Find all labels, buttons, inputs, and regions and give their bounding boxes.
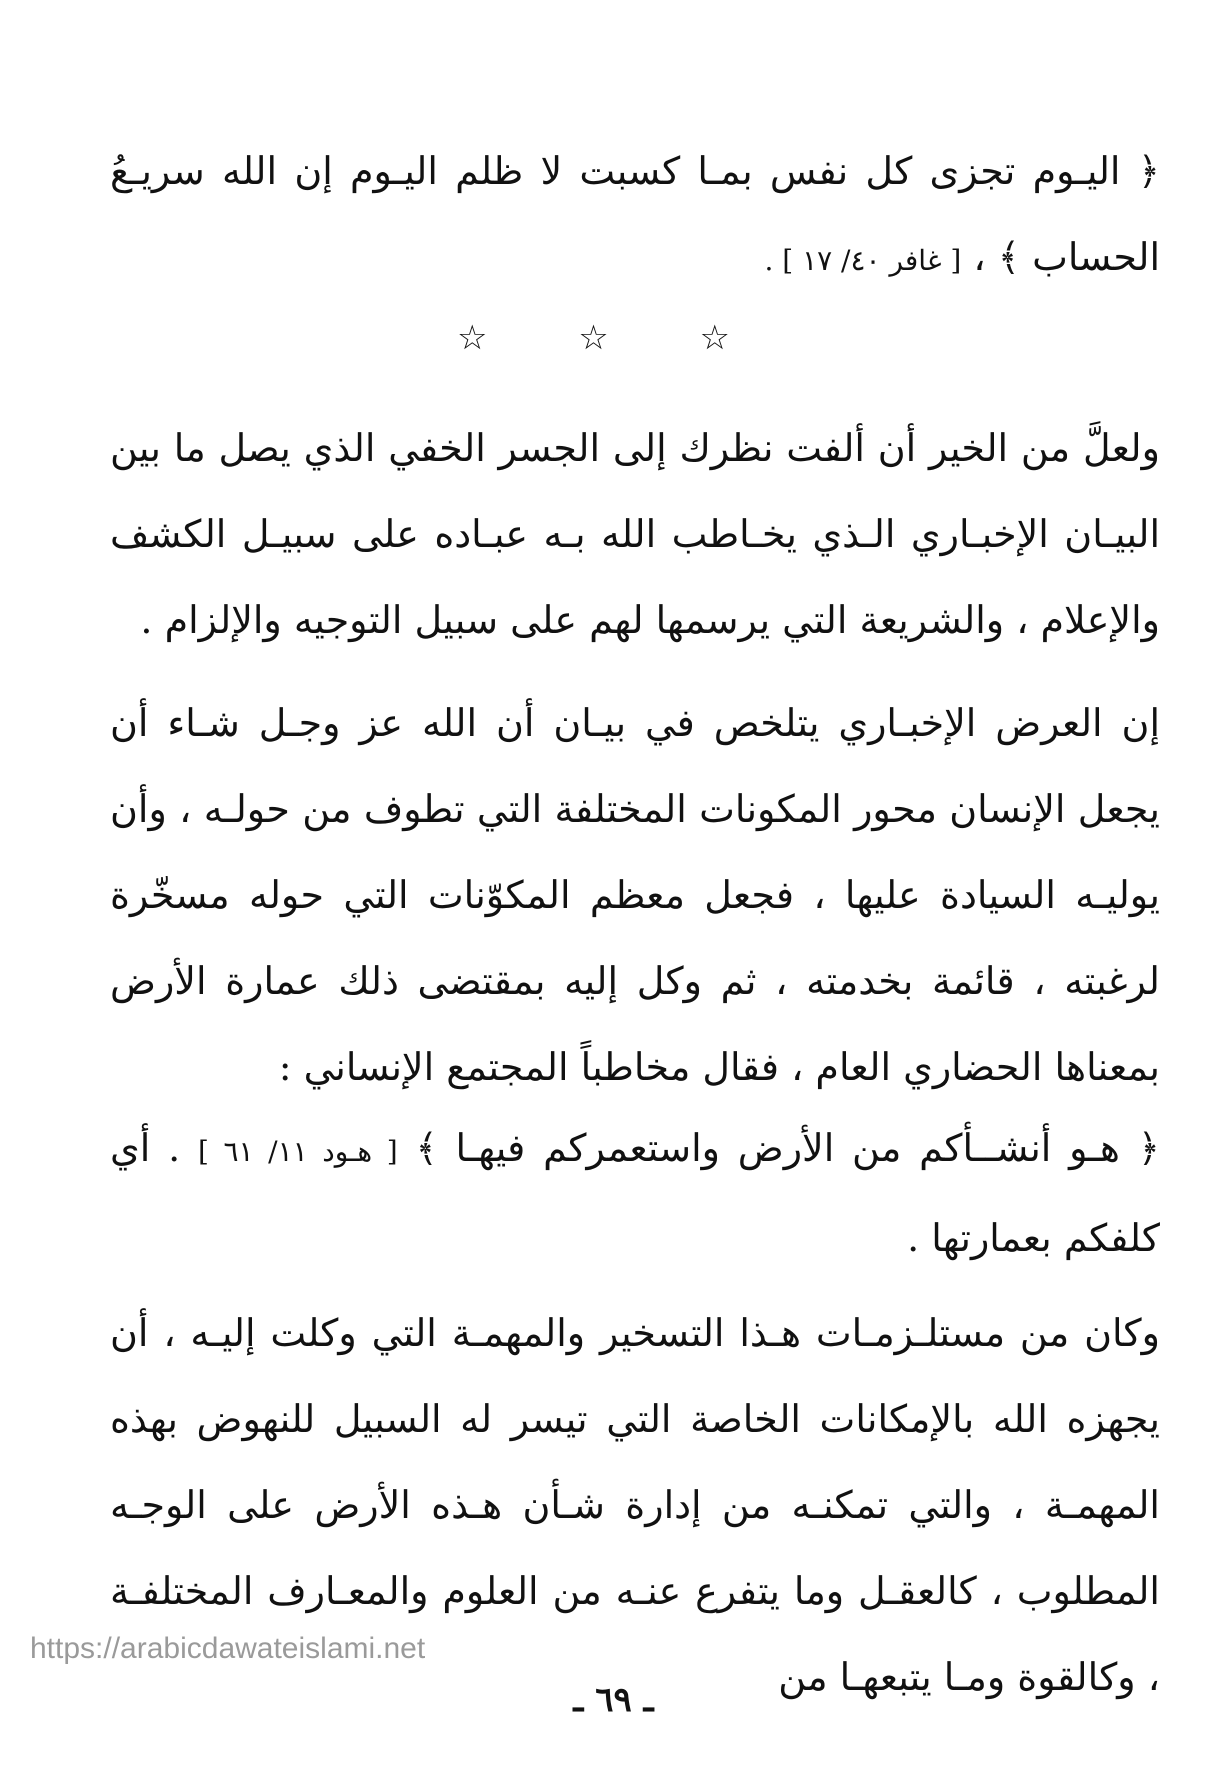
verse-text: ﴿ هـو أنشــأكم من الأرض واستعمركم فيهـا ﴾ xyxy=(415,1126,1160,1170)
paragraph-capabilities: وكان من مستلـزمـات هـذا التسخير والمهمـة التي وكلت إليـه ، أن يجهزه الله بالإمكانات الخاصة التي تيسر له السبيل للنهوض بهذه المهمـة ، والتي تمكنـه من إدارة شـأن هـذه الأرض على الوجـه المطلوب ، كالعقـل وما يتفرع عنـه من العلوم والمعـارف المختلفـة ، وكالقوة ومـا يتبعهـا من xyxy=(110,1311,1160,1699)
paragraph-informative-presentation: إن العرض الإخبـاري يتلخص في بيـان أن الله عز وجـل شـاء أن يجعل الإنسان محور المكونات المختلفة التي تطوف من حولـه ، وأن يوليـه السيادة عليها ، فجعل معظم المكوّنات التي حوله مسخّرة لرغبته ، قائمة بخدمته ، ثم وكل إليه بمقتضى ذلك عمارة الأرض بمعناها الحضاري العام ، فقال مخاطباً المجتمع الإنساني : xyxy=(110,701,1160,1089)
verse-gloss: . أي كلفكم بعمارتها . xyxy=(110,1126,1160,1260)
paragraph-bridge: ولعلَّ من الخير أن ألفت نظرك إلى الجسر الخفي الذي يصل ما بين البيـان الإخبـاري الـذي يخـاطب الله بـه عبـاده على سبيـل الكشف والإعلام ، والشريعة التي يرسمها لهم على سبيل التوجيه والإلزام . xyxy=(110,426,1160,642)
source-watermark: https://arabicdawateislami.net xyxy=(30,1632,426,1665)
verse-reference: [ غافر ٤٠/ ١٧ ] . xyxy=(764,244,962,277)
verse-reference: [ هـود ١١/ ٦١ ] xyxy=(197,1135,398,1168)
quran-verse-ghafir xyxy=(110,128,1160,304)
verse-text: ﴿ اليـوم تجزى كل نفس بمـا كسبت لا ظلم اليـوم إن الله سريـعُ الحساب ﴾ ، xyxy=(110,149,1160,279)
section-separator-stars: ☆ ☆ ☆ xyxy=(456,318,771,358)
quran-verse-hud xyxy=(110,1105,1160,1281)
page-number: ـ ٦٩ ـ xyxy=(573,1680,654,1720)
